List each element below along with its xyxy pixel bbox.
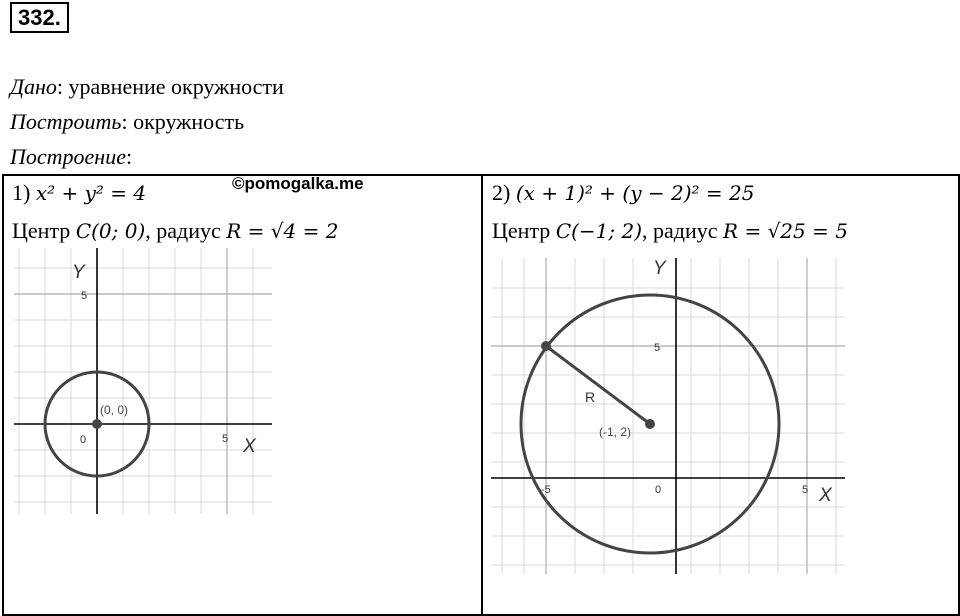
graph-1-grid — [14, 248, 272, 514]
table-divider — [481, 176, 483, 614]
graph-2-center-point — [645, 419, 655, 429]
part1-equation-line — [12, 180, 146, 206]
part1-equation: x² + y² = 4 — [35, 181, 147, 205]
part1-radius-expr: R = √4 = 2 — [226, 219, 339, 243]
part1-radius-text: , радиус — [145, 218, 221, 243]
graph-1-x-label: X — [243, 436, 256, 457]
graph-2-tick-xm5: -5 — [541, 484, 551, 496]
given-text: : уравнение окружности — [56, 74, 284, 99]
graph-1 — [14, 248, 272, 514]
graph-1-tick-x5: 5 — [222, 433, 229, 445]
graph-2-center-label: (-1, 2) — [599, 425, 632, 439]
graph-2-radius-label: R — [585, 389, 596, 405]
part1-num: 1) — [12, 180, 31, 205]
part1-center-expr: C(0; 0) — [75, 219, 146, 243]
graph-2-origin: 0 — [655, 484, 662, 496]
construction-line — [10, 144, 132, 170]
graph-2-circle-point — [541, 341, 551, 351]
construct-line — [10, 109, 244, 135]
watermark: ©pomogalka.me — [232, 174, 364, 193]
part2-center-text: Центр — [492, 218, 551, 243]
construct-text: : окружность — [121, 109, 245, 134]
graph-1-y-label: Y — [72, 262, 85, 283]
part2-num: 2) — [492, 180, 511, 205]
part2-center-expr: C(−1; 2) — [555, 219, 643, 243]
part2-equation: (x + 1)² + (y − 2)² = 25 — [515, 181, 755, 205]
given-line — [10, 74, 284, 100]
part1-center-line — [12, 218, 338, 244]
part2-radius-text: , радиус — [642, 218, 718, 243]
graph-2-grid — [491, 258, 845, 574]
construction-text: : — [125, 144, 133, 169]
graph-2-y-label: Y — [653, 258, 666, 279]
part2-radius-expr: R = √25 = 5 — [723, 219, 848, 243]
graph-1-tick-y5: 5 — [81, 290, 88, 302]
part2-center-line — [492, 218, 848, 244]
graph-2-tick-x5: 5 — [802, 484, 809, 496]
graph-1-origin: 0 — [80, 434, 87, 446]
part2-equation-line — [492, 180, 754, 206]
graph-2 — [491, 258, 845, 574]
construction-label: Построение — [10, 144, 126, 169]
problem-number: 332. — [10, 2, 69, 33]
part1-center-text: Центр — [12, 218, 71, 243]
graph-1-center-label: (0, 0) — [100, 403, 129, 417]
graph-2-x-label: X — [819, 485, 832, 506]
construct-label: Построить — [10, 109, 122, 134]
given-label: Дано — [10, 74, 57, 99]
graph-2-tick-y5: 5 — [654, 342, 661, 354]
graph-1-center-point — [92, 419, 102, 429]
graph-2-radius-segment — [546, 346, 650, 424]
